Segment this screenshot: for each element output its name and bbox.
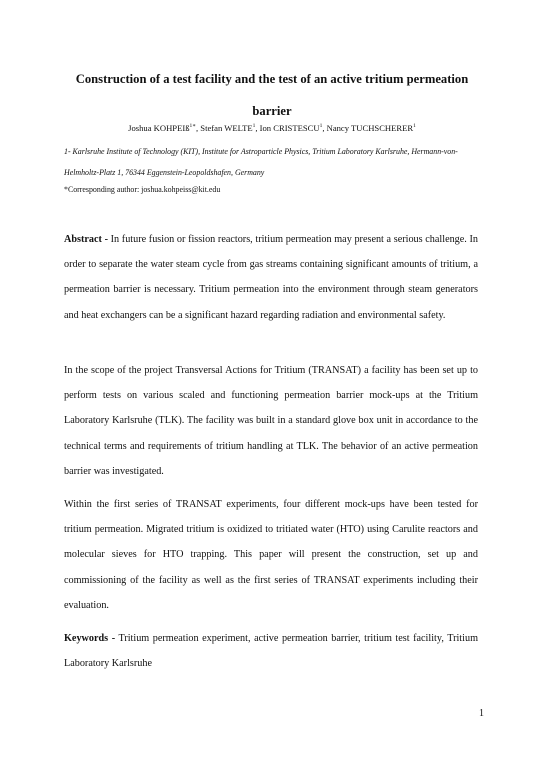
author-name: , Nancy TUCHSCHERER — [322, 123, 414, 133]
abstract-paragraph-2: In the scope of the project Transversal Actions for Tritium (TRANSAT) a facility has been set up to perform tests on various scaled and functioning permeation barrier mock-ups at the Tritium Laboratory Karlsruhe (TLK). The facility was built in a standard glove box unit in accordance to the technical terms and requirements of tritium handling at TLK. The behavior of an active permeation barrier was investigated. — [64, 365, 478, 477]
author-affiliation-mark: 1 — [319, 123, 323, 130]
keywords-label: Keywords - — [64, 633, 116, 644]
author-affiliation: 1- Karlsruhe Institute of Technology (KIT), Institute for Astroparticle Physics, Tritium Laboratory Karlsruhe, Hermann-von-Helmholtz-Platz 1, 76344 Eggenstein-Leopoldshafen, Germany — [64, 147, 458, 177]
abstract-label: Abstract - — [64, 234, 108, 245]
author-name: , Ion CRISTESCU — [255, 123, 320, 133]
author-affiliation-mark: 1 — [413, 123, 416, 130]
paper-title: Construction of a test facility and the test of an active tritium permeation barrier — [75, 72, 469, 118]
page-number: 1 — [479, 708, 484, 719]
abstract-paragraph-1 — [64, 227, 478, 328]
author-name: , Stefan WELTE — [196, 123, 253, 133]
abstract-paragraph-3: Within the first series of TRANSAT experiments, four different mock-ups have been tested for tritium permeation. Migrated tritium is oxidized to tritiated water (HTO) using Carulite reactors and molecular sieves for HTO trapping. This paper will present the construction, set up and commissioning of the facility as well as the first series of TRANSAT experiments including their evaluation. — [64, 499, 478, 611]
author-affiliation-mark: 1 — [252, 123, 256, 130]
author-affiliation-mark: 1∗ — [189, 123, 196, 130]
keywords-paragraph — [64, 626, 478, 676]
abstract-text: In future fusion or fission reactors, tritium permeation may present a serious challenge. In order to separate the water steam cycle from gas streams containing significant amounts of tritium, a permeation barrier is necessary. Tritium permeation into the environment through steam generators and heat exchangers can be a significant hazard regarding radiation and environmental safety. — [64, 234, 478, 321]
corresponding-author: *Corresponding author: joshua.kohpeiss@kit.edu — [64, 185, 221, 194]
author-list — [60, 121, 484, 135]
author-name: Joshua KOHPEIß — [128, 123, 190, 133]
keywords-text: Tritium permeation experiment, active permeation barrier, tritium test facility, Tritium Laboratory Karlsruhe — [64, 633, 478, 670]
